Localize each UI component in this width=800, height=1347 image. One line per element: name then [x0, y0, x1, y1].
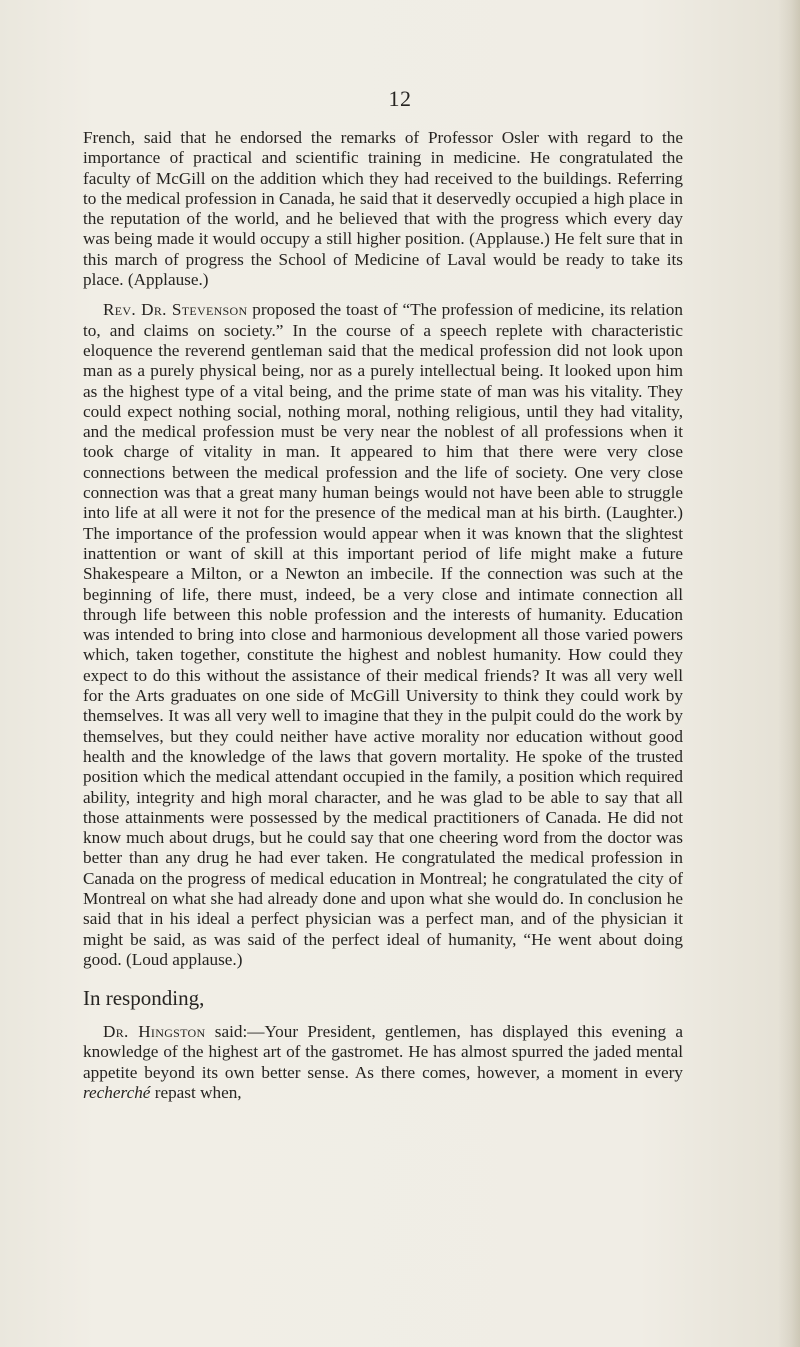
paragraph-stevenson-toast: [83, 300, 683, 970]
paragraph-text-end: repast when,: [150, 1083, 242, 1103]
paragraph-hingston-response: [83, 1022, 683, 1103]
paragraph-text: said:—Your President, gentlemen, has displayed this evening a knowledge of the highest art of the gastromet. He has almost spurred the jaded mental appetite beyond its own better sense. As there comes, however, a moment in every: [83, 1022, 683, 1082]
italic-word: recherché: [83, 1083, 151, 1103]
body-text: [83, 128, 683, 1113]
page-edge-shadow: [778, 0, 800, 1347]
paragraph-laval-remarks: French, said that he endorsed the remarks of Professor Osler with regard to the importance of practical and scientific training in medicine. He congratulated the faculty of McGill on the addition which they had received to the buildings. Referring to the medical profession in Canada, he said that it deservedly occupied a high place in the reputation of the world, and he believed that with the progress which every day was being made it would occupy a still higher position. (Applause.) He felt sure that in this march of progress the School of Medicine of Laval would be ready to take its place. (Applause.): [83, 128, 683, 290]
section-heading: In responding,: [83, 986, 205, 1011]
paragraph-text: proposed the toast of “The profession of medicine, its relation to, and claims on society.” In the course of a speech replete with characteristic eloquence the reverend gentleman said that the medical profession did not look upon man as a purely physical being, nor as a purely intellectual being. It looked upon him as the highest type of a vital being, and the prime state of man was his vitality. They could expect nothing social, nothing moral, nothing religious, until they had vitality, and the medical profession must be very near the noblest of all professions when it took charge of vitality in man. It appeared to him that there were very close connections between the medical profession and the life of society. One very close connection was that a great many human beings would not have been able to struggle into life at all were it not for the presence of the medical man at his birth. (Laughter.) The importance of the profession would appear when it was known that the slightest inattention or want of skill at this important period of life might make a future Shakespeare a Milton, or a Newton an imbecile. If the connection was such at the beginning of life, there must, indeed, be a very close and intimate connection all through life between this noble profession and the interests of humanity. Education was intended to bring into close and harmonious development all those varied powers which, taken together, constitute the highest and noblest humanity. How could they expect to do this without the assistance of their medical friends? It was all very well for the Arts graduates on one side of McGill University to think they could work by themselves. It was all very well to imagine that they in the pulpit could do the work by themselves, but they could neither have active morality nor education without good health and the knowledge of the laws that govern mortality. He spoke of the trusted position which the medical attendant occupied in the family, a position which required ability, integrity and high moral character, and he was glad to be able to say that all those attainments were possessed by the medical practitioners of Canada. He did not know much about drugs, but he could say that one cheering word from the doctor was better than any drug he had ever taken. He congratulated the medical profession in Canada on the progress of medical education in Montreal; he congratulated the city of Montreal on what she had already done and upon what she would do. In conclusion he said that in his ideal a perfect physician was a perfect man, and of the physician it might be said, as was said of the perfect ideal of humanity, “He went about doing good. (Loud applause.): [83, 300, 683, 969]
speaker-name: Rev. Dr. Stevenson: [103, 300, 248, 320]
page-number: 12: [388, 86, 412, 111]
speaker-name: Dr. Hingston: [103, 1022, 206, 1042]
